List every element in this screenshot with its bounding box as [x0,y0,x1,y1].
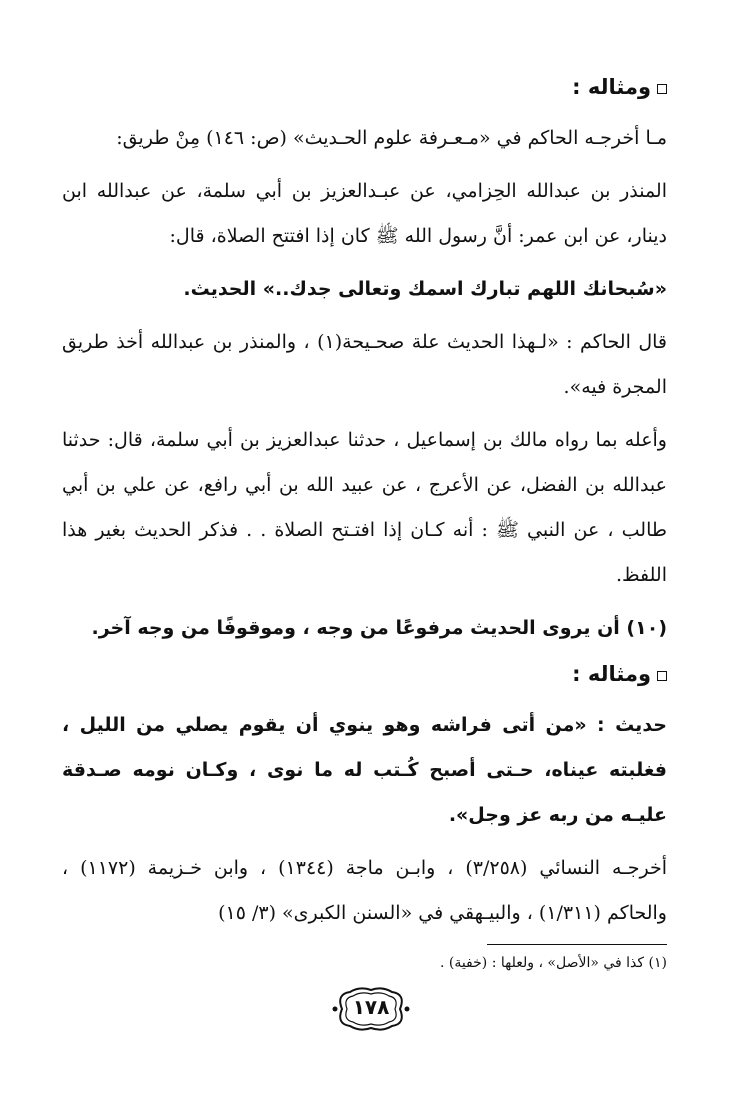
heading-text: ومثاله : [572,662,651,686]
heading-text: ومثاله : [572,75,651,99]
section-heading [62,72,667,102]
section-heading [62,659,667,689]
paragraph: قال الحاكم : «لـهذا الحديث علة صحـيحة(١) ، والمنذر بن عبدالله أخذ طريق المجرة فيه». [62,331,667,398]
paragraph-rule-title: (١٠) أن يروى الحديث مرفوعًا من وجه ، وموقوفًا من وجه آخر. [91,617,667,639]
paragraph: وأعله بما رواه مالك بن إسماعيل ، حدثنا عبدالعزيز بن أبي سلمة، قال: حدثنا عبدالله بن الفضل، عن الأعرج ، عن عبيد الله بن أبي رافع، عن علي بن أبي طالب ، عن النبي ﷺ : أنه كـان إذا افتـتح الصلاة . . فذكر الحديث بغير هذا اللفظ. [62,429,667,586]
paragraph: مـا أخرجـه الحاكم في «مـعـرفة علوم الحـديث» (ص: ١٤٦) مِنْ طريق: [116,127,667,149]
square-bullet-icon [657,84,667,94]
page-content [62,72,667,975]
page-number: ١٧٨ [352,995,390,1019]
paragraph-hadith-quote: حديث : «من أتى فراشه وهو ينوي أن يقوم يصلي من الليل ، فغلبته عيناه، حـتى أصبح كُـتب له ما نوى ، وكـان نومه صـدقة عليـه من ربه عز وجل». [62,714,667,826]
paragraph-hadith-quote: «سُبحانك اللهم تبارك اسمك وتعالى جدك..» الحديث. [183,278,667,300]
paragraph: المنذر بن عبدالله الحِزامي، عن عبـدالعزيز بن أبي سلمة، عن عبدالله ابن دينار، عن ابن عمر: أنَّ رسول الله ﷺ كان إذا افتتح الصلاة، قال: [62,180,667,247]
square-bullet-icon [657,671,667,681]
paragraph: أخرجـه النسائي (٣/٢٥٨) ، وابـن ماجة (١٣٤٤) ، وابن خـزيمة (١١٧٢) ، والحاكم (١/٣١١) ، والبيـهقي في «السنن الكبرى» (٣/ ١٥) [62,857,667,924]
footnote-divider [487,944,667,945]
footnote: (١) كذا في «الأصل» ، ولعلها : (خفية) . [439,955,667,971]
